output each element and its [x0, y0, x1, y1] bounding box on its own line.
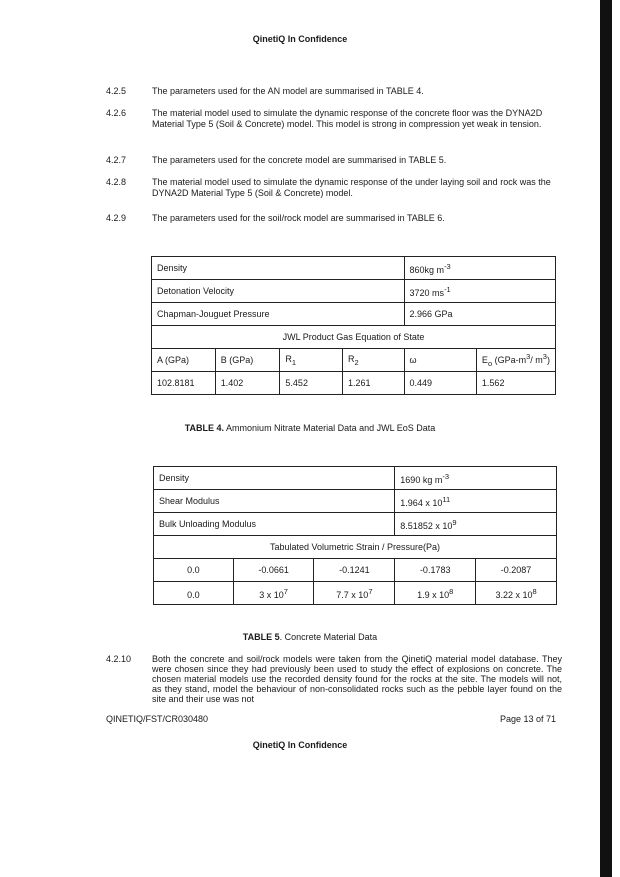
shear-modulus-value: 1.964 x $10^{11}$: [395, 490, 557, 513]
table-row: [152, 280, 556, 303]
table-row: [152, 303, 556, 326]
bulk-unloading-modulus-value: 8.51852 x $10^9$: [395, 513, 557, 536]
table-row: [154, 536, 557, 559]
col-header-b: B (GPa): [215, 349, 280, 372]
strain-value: -0.1241: [314, 559, 395, 582]
pressure-value: 0.0: [154, 582, 234, 605]
paragraph-text: The material model used to simulate the dynamic response of the concrete floor was the DYNA2D Material Type 5 (Soil & Concrete) model. This model is strong in compression yet weak in tension.: [152, 108, 543, 129]
value-r2: 1.261: [342, 372, 404, 395]
table-row: [154, 582, 557, 605]
table-row: [152, 372, 556, 395]
cj-pressure-label: Chapman-Jouguet Pressure: [152, 303, 405, 326]
col-header-r2: $R_2$: [342, 349, 404, 372]
table-5-caption: TABLE 5. Concrete Material Data: [242, 632, 378, 642]
pressure-value: 1.9 x $10^8$: [395, 582, 476, 605]
page-header: QinetiQ In Confidence: [252, 34, 348, 44]
paragraph-text: The material model used to simulate the dynamic response of the under laying soil and rock was the DYNA2D Material Type 5 (Soil & Concrete) model.: [152, 177, 551, 198]
value-b: 1.402: [215, 372, 280, 395]
paragraph-number: 4.2.5: [106, 86, 127, 96]
density-label: Density: [154, 467, 395, 490]
table-row: [152, 257, 556, 280]
paragraph-text: Both the concrete and soil/rock models were taken from the QinetiQ material model database. They were chosen since they had previously been used to study the effect of explosions on concrete. The chosen material models use the recorded density found for the rocks at the site. The models will not, as they stand, model the behaviour of non-consolidated rocks such as the pebble layer found on the site and their use was not: [152, 654, 562, 704]
paragraph-text: The parameters used for the AN model are summarised in TABLE 4.: [152, 86, 424, 96]
table-4-caption: TABLE 4. Ammonium Nitrate Material Data and JWL EoS Data: [184, 423, 436, 433]
shear-modulus-label: Shear Modulus: [154, 490, 395, 513]
document-reference: QINETIQ/FST/CR030480: [106, 714, 209, 724]
jwl-eos-title: JWL Product Gas Equation of State: [152, 326, 556, 349]
paragraph-text: The parameters used for the soil/rock model are summarised in TABLE 6.: [152, 213, 445, 223]
col-header-r1: $R_1$: [280, 349, 343, 372]
paragraph-number: 4.2.10: [106, 654, 132, 664]
value-r1: 5.452: [280, 372, 343, 395]
table-row: [152, 326, 556, 349]
strain-value: -0.2087: [476, 559, 557, 582]
pressure-value: 3.22 x $10^8$: [476, 582, 557, 605]
col-header-omega: ω: [404, 349, 476, 372]
cj-pressure-value: 2.966 GPa: [404, 303, 555, 326]
density-value: 1690 kg $m^{-3}$: [395, 467, 557, 490]
bulk-unloading-modulus-label: Bulk Unloading Modulus: [154, 513, 395, 536]
table-row: [154, 467, 557, 490]
paragraph-number: 4.2.6: [106, 108, 127, 118]
value-e0: 1.562: [476, 372, 555, 395]
table-row: [154, 513, 557, 536]
table-row: [152, 349, 556, 372]
paragraph-number: 4.2.7: [106, 155, 127, 165]
page-footer: QinetiQ In Confidence: [252, 740, 348, 750]
table-4-ammonium-nitrate: [151, 256, 556, 395]
tabulated-strain-title: Tabulated Volumetric Strain / Pressure(Pa): [154, 536, 557, 559]
table-row: [154, 490, 557, 513]
page-number: Page 13 of 71: [499, 714, 556, 724]
value-omega: 0.449: [404, 372, 476, 395]
strain-value: -0.1783: [395, 559, 476, 582]
strain-value: 0.0: [154, 559, 234, 582]
scan-edge-bar: [600, 0, 612, 877]
col-header-a: A (GPa): [152, 349, 216, 372]
table-5-concrete: [153, 466, 557, 605]
value-a: 102.8181: [152, 372, 216, 395]
paragraph-text: The parameters used for the concrete model are summarised in TABLE 5.: [152, 155, 447, 165]
paragraph-number: 4.2.9: [106, 213, 127, 223]
table-row: [154, 559, 557, 582]
detonation-velocity-value: 3720 $ms^{-1}$: [404, 280, 555, 303]
paragraph-number: 4.2.8: [106, 177, 127, 187]
detonation-velocity-label: Detonation Velocity: [152, 280, 405, 303]
col-header-e0: $E_o$ ($GPa-m^3/$ $m^3$): [476, 349, 555, 372]
strain-value: -0.0661: [233, 559, 314, 582]
density-label: Density: [152, 257, 405, 280]
density-value: 860kg $m^{-3}$: [404, 257, 555, 280]
pressure-value: 3 x $10^7$: [233, 582, 314, 605]
pressure-value: 7.7 x $10^7$: [314, 582, 395, 605]
